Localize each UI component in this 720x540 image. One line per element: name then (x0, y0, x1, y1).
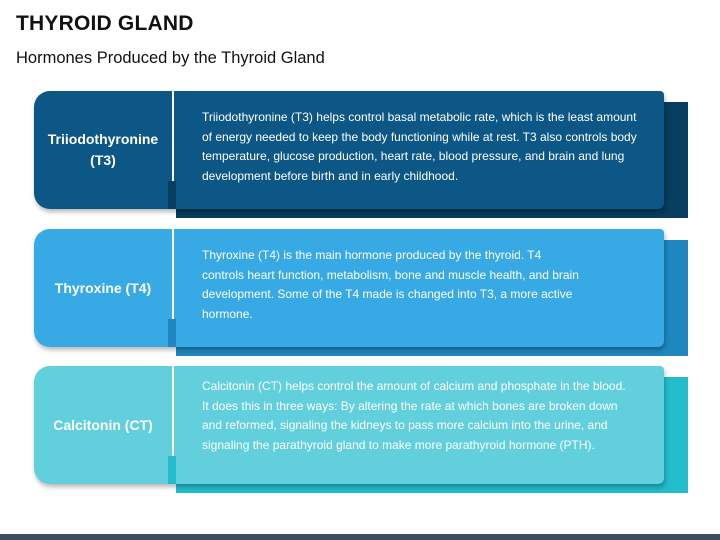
card-panel (34, 366, 664, 484)
footer-bar (0, 534, 720, 540)
divider-accent (168, 181, 176, 209)
hormone-description: Calcitonin (CT) helps control the amount of calcium and phosphate in the blood. It does this in three ways: By altering the rate at which bones are broken down and reformed, signaling the kidneys to pass more calcium into the urine, and signaling the parathyroid gland to make more parathyroid hormone (PTH). (202, 379, 626, 452)
divider-accent (168, 456, 176, 484)
hormone-name-text: Triiodothyronine (T3) (47, 131, 159, 168)
hormone-name-text: Calcitonin (CT) (53, 416, 153, 433)
hormone-card-t4 (34, 229, 688, 357)
card-panel (34, 91, 664, 209)
hormone-description: Thyroxine (T4) is the main hormone produced by the thyroid. T4 controls heart function, metabolism, bone and muscle health, and brain development. Some of the T4 made is changed into T3, a more active hormone. (202, 248, 579, 321)
hormone-description: Triiodothyronine (T3) helps control basal metabolic rate, which is the least amount of energy needed to keep the body functioning while at rest. T3 also controls body temperature, glucose production, heart rate, blood pressure, and brain and lung development before birth and in early childhood. (202, 110, 637, 183)
hormone-name (34, 366, 172, 484)
hormone-name (34, 229, 172, 347)
hormone-card-ct (34, 366, 688, 494)
page-subtitle: Hormones Produced by the Thyroid Gland (16, 49, 325, 67)
hormone-card-t3 (34, 91, 688, 219)
divider-accent (168, 319, 176, 347)
hormone-name (34, 91, 172, 209)
page-title: THYROID GLAND (16, 12, 194, 35)
hormone-name-text: Thyroxine (T4) (54, 279, 152, 296)
card-panel (34, 229, 664, 347)
